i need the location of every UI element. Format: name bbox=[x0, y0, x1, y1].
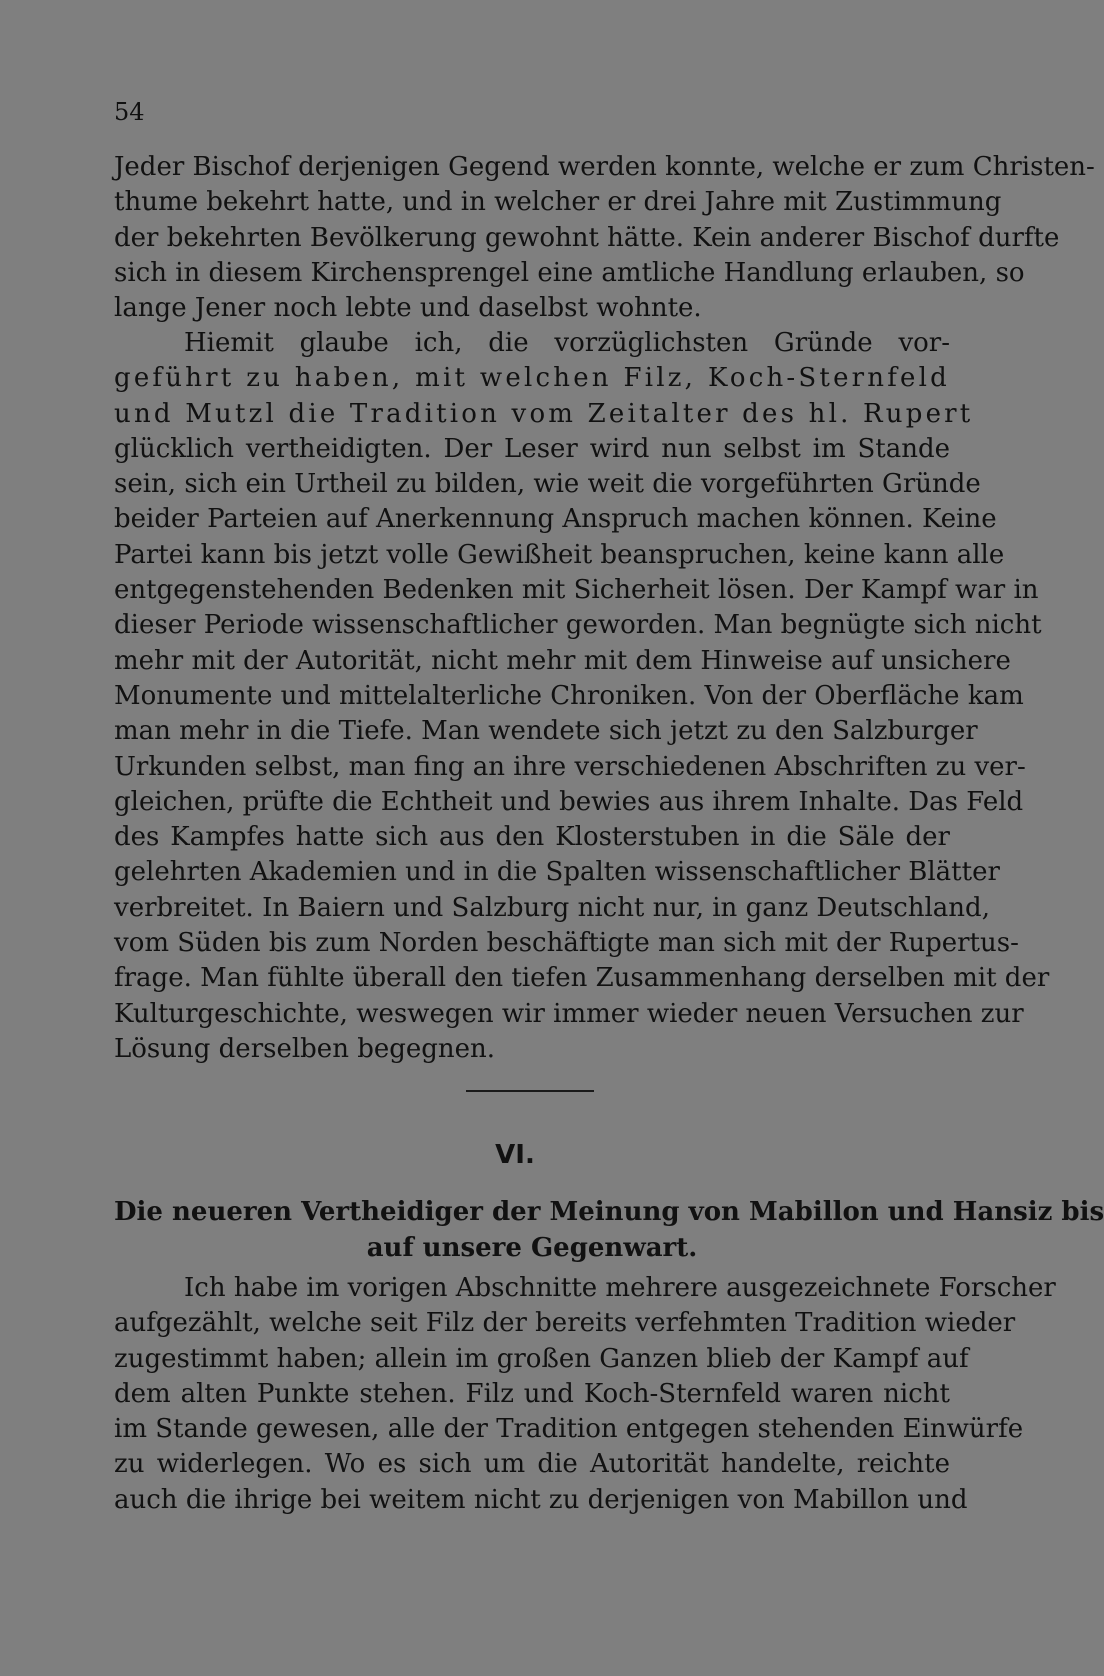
text-line: verbreitet. In Baiern und Salzburg nicht nur, in ganz Deutschland, bbox=[114, 892, 990, 923]
text-line: sein, sich ein Urtheil zu bilden, wie weit die vorgeführten Gründe bbox=[114, 469, 981, 500]
text-line: thume bekehrt hatte, und in welcher er drei Jahre mit Zustimmung bbox=[114, 187, 1002, 218]
text-line: Monumente und mittelalterliche Chroniken. Von der Oberfläche kam bbox=[114, 680, 1024, 711]
text-line: Lösung derselben begegnen. bbox=[114, 1033, 496, 1064]
text-line: entgegenstehenden Bedenken mit Sicherheit lösen. Der Kampf war in bbox=[114, 575, 1039, 606]
text-line: Kulturgeschichte, weswegen wir immer wieder neuen Versuchen zur bbox=[114, 998, 1024, 1029]
text-line: zu widerlegen. Wo es sich um die Autorität handelte, reichte bbox=[114, 1449, 950, 1480]
text-line: Jeder Bischof derjenigen Gegend werden konnte, welche er zum Christen- bbox=[114, 152, 1095, 182]
text-line: Partei kann bis jetzt volle Gewißheit beanspruchen, keine kann alle bbox=[114, 539, 1005, 570]
text-line: mehr mit der Autorität, nicht mehr mit dem Hinweise auf unsichere bbox=[114, 645, 1011, 676]
page-number: 54 bbox=[114, 98, 145, 126]
text-line: lange Jener noch lebte und daselbst wohnte. bbox=[114, 293, 702, 324]
text-line: gelehrten Akademien und in die Spalten wissenschaftlicher Blätter bbox=[114, 857, 1000, 888]
text-line: man mehr in die Tiefe. Man wendete sich jetzt zu den Salzburger bbox=[114, 716, 978, 747]
text-line: frage. Man fühlte überall den tiefen Zusammenhang derselben mit der bbox=[114, 963, 1050, 994]
text-line: beider Parteien auf Anerkennung Anspruch machen können. Keine bbox=[114, 504, 997, 535]
text-line: sich in diesem Kirchensprengel eine amtliche Handlung erlauben, so bbox=[114, 257, 1025, 288]
paragraph-section-start bbox=[114, 1271, 1056, 1518]
text-line: glücklich vertheidigten. Der Leser wird nun selbst im Stande bbox=[114, 433, 950, 464]
section-title-line: Die neueren Vertheidiger der Meinung von Mabillon und Hansiz bis bbox=[114, 1197, 1104, 1227]
text-line: Hiemit glaube ich, die vorzüglichsten Gründe vor- bbox=[184, 328, 950, 358]
text-line: geführt zu haben, mit welchen Filz, Koch-Sternfeld bbox=[114, 363, 950, 394]
section-title-line: auf unsere Gegenwart. bbox=[366, 1233, 698, 1263]
text-line: dem alten Punkte stehen. Filz und Koch-Sternfeld waren nicht bbox=[114, 1378, 950, 1409]
text-line: dieser Periode wissenschaftlicher geworden. Man begnügte sich nicht bbox=[114, 610, 1042, 641]
text-line: und Mutzl die Tradition vom Zeitalter des hl. Rupert bbox=[114, 398, 974, 429]
text-line: des Kampfes hatte sich aus den Klosterstuben in die Säle der bbox=[114, 822, 950, 853]
section-title bbox=[114, 1194, 1104, 1266]
text-line: gleichen, prüfte die Echtheit und bewies aus ihrem Inhalte. Das Feld bbox=[114, 786, 1024, 817]
text-line: der bekehrten Bevölkerung gewohnt hätte. Kein anderer Bischof durfte bbox=[114, 222, 1060, 253]
text-line: auch die ihrige bei weitem nicht zu derjenigen von Mabillon und bbox=[114, 1484, 968, 1515]
text-line: Urkunden selbst, man fing an ihre verschiedenen Abschriften zu ver- bbox=[114, 751, 1026, 782]
paragraph-summary bbox=[114, 326, 1050, 1067]
section-number: VI. bbox=[495, 1140, 535, 1170]
text-line: vom Süden bis zum Norden beschäftigte man sich mit der Rupertus- bbox=[114, 928, 1019, 959]
text-line: Ich habe im vorigen Abschnitte mehrere ausgezeichnete Forscher bbox=[184, 1273, 1056, 1303]
paragraph-continuation bbox=[114, 150, 1095, 326]
section-divider bbox=[466, 1090, 594, 1092]
text-line: zugestimmt haben; allein im großen Ganzen blieb der Kampf auf bbox=[114, 1343, 969, 1374]
text-line: aufgezählt, welche seit Filz der bereits verfehmten Tradition wieder bbox=[114, 1308, 1016, 1339]
text-line: im Stande gewesen, alle der Tradition entgegen stehenden Einwürfe bbox=[114, 1414, 1024, 1445]
